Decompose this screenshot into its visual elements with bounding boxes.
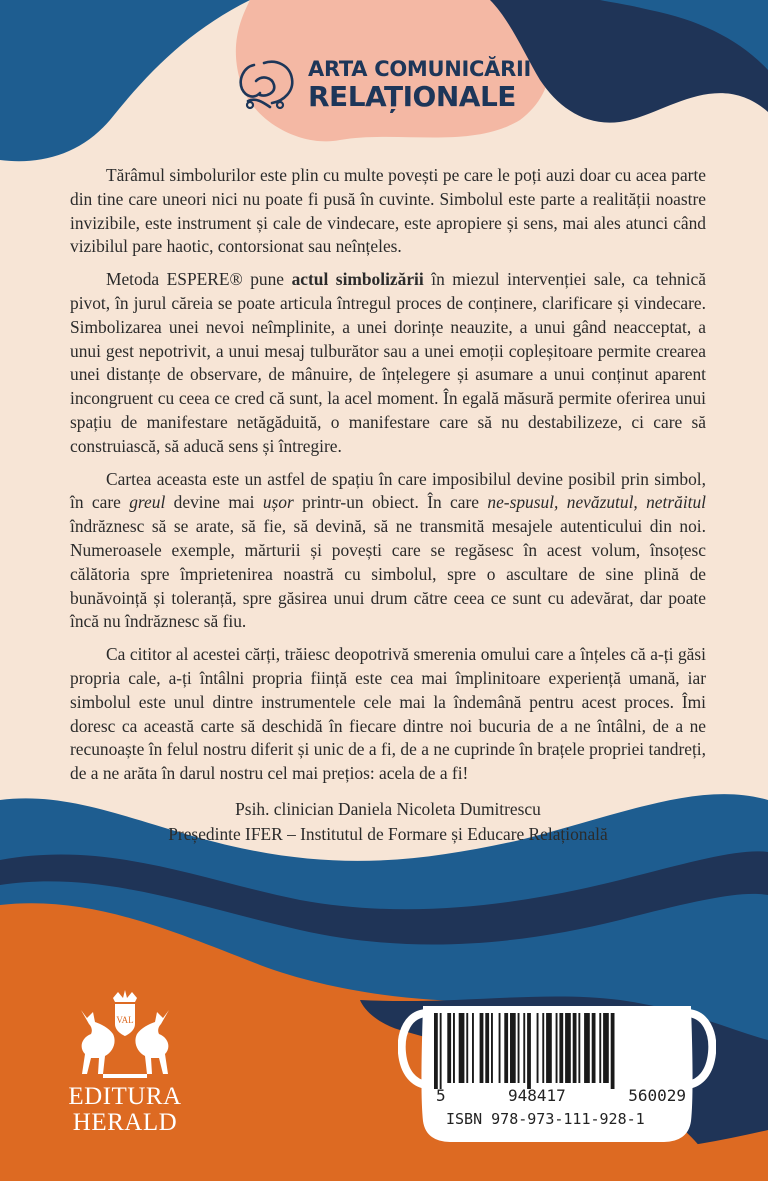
barcode-bar [499, 1013, 501, 1083]
barcode-bar [611, 1013, 615, 1089]
signature-title: Președinte IFER – Institutul de Formare și Educare Relațională [168, 824, 608, 844]
barcode-digit-group-2: 948417 [508, 1086, 566, 1105]
publisher-logo [62, 990, 188, 1136]
barcode-bar [603, 1013, 609, 1083]
barcode-digit-group-3: 560029 [628, 1086, 686, 1105]
barcode-bar [573, 1013, 577, 1083]
barcode-bar [491, 1013, 493, 1083]
barcode-bar [518, 1013, 520, 1083]
barcode-bar [584, 1013, 590, 1083]
barcode-bar [485, 1013, 489, 1083]
series-title-line1: ARTA COMUNICĂRII [308, 57, 532, 81]
barcode-bar [504, 1013, 508, 1083]
isbn-number: ISBN 978-973-111-928-1 [446, 1110, 645, 1128]
barcode-bar [599, 1013, 601, 1083]
paragraph-2: Metoda ESPERE® pune actul simbolizării în miezul intervenției sale, ca tehnică pivot, în jurul căreia se poate articula întregul proces de conținere, clarificare și vindecare. Simbolizarea unei nevoi neîmplinite, a unei dorințe neauzite, a unui gând neacceptat, a unui gest nepotrivit, a unui mesaj tulburător sau a unei emoții copleșitoare permite crearea unei distanțe de observare, de mânuire, de înțelegere și asumare a unui conținut aparent incongruent cu ceea ce cred că sunt, la acel moment. În egală măsură permite oferirea unui spațiu de manifestare netăgăduită, o manifestare care să nu destabilizeze, ci care să construiască, să aducă sens și întregire. [70, 269, 706, 456]
paragraph-4: Ca cititor al acestei cărți, trăiesc deopotrivă smerenia omului care a înțeles că a-ți găsi propria cale, a-ți întâlni propria ființă este cea mai împlinitoare experiență umană, iar simbolul este unul dintre instrumentele cele mai la îndemână pentru acest proces. Îmi doresc ca această carte să deschidă în fiecare dintre noi bucuria de a ne întâlni, de a ne recunoaște în felul nostru diferit și unic de a fi, de a ne cuprinde în brațele propriei tandreți, de a ne arăta în darul nostru cel mai prețios: acela de a fi! [70, 644, 706, 784]
barcode-bar [546, 1013, 552, 1083]
paragraph-1: Tărâmul simbolurilor este plin cu multe povești pe care le poți auzi doar cu acea parte din tine care uneori nici nu poate fi pusă în cuvinte. Simbolul este parte a realității noastre invizibile, este instrument și cale de vindecare, este apropiere și sens, mai ales atunci când vizibilul pare haotic, contorsionat sau neînțeles. [70, 165, 706, 257]
barcode-bar [453, 1013, 455, 1083]
paragraph-3: Cartea aceasta este un astfel de spațiu în care imposibilul devine posibil prin simbol, în care greul devine mai ușor printr-un obiect. În care ne-spusul, nevăzutul, netrăitul îndrăznesc să se arate, să fie, să devină, să ne transmită mesajele autenticului din noi. Numeroasele exemple, mărturii și povești care se regăsesc în acest volum, însoțesc călătoria spre împrietenirea noastră cu simbolul, spre o ascultare de sine plină de bunăvoință și toleranță, spre găsirea unui drum către ceea ce sunt cu adevărat, dar poate încă nu îndrăznesc să fiu. [70, 468, 707, 632]
series-title-line2: RELAȚIONALE [308, 80, 516, 113]
barcode-bar [472, 1013, 474, 1083]
series-header [236, 57, 531, 113]
publisher-name-line1: EDITURA [68, 1083, 182, 1110]
publisher-name-line2: HERALD [72, 1109, 178, 1136]
signature-name: Psih. clinician Daniela Nicoleta Dumitrescu [235, 799, 541, 819]
embracing-figure-icon [236, 57, 300, 113]
barcode-bar [447, 1013, 451, 1083]
signature [70, 797, 706, 847]
barcode-digit-group-1: 5 [436, 1086, 446, 1105]
barcode-bar [565, 1013, 571, 1083]
barcode-bar [542, 1013, 544, 1083]
barcode-bar [559, 1013, 563, 1083]
barcode-bar [510, 1013, 516, 1083]
barcode-bar [537, 1013, 539, 1083]
barcode-bar [527, 1013, 531, 1089]
barcode-bar [578, 1013, 580, 1083]
barcode-bar [592, 1013, 596, 1083]
barcode-bars [434, 1013, 615, 1089]
barcode-bar [480, 1013, 484, 1083]
back-cover-text [70, 164, 706, 795]
barcode-digits [436, 1086, 686, 1105]
barcode-bar [459, 1013, 465, 1083]
barcode-mug [398, 1003, 716, 1145]
bold-phrase: actul simbolizării [291, 269, 424, 290]
barcode-bar [434, 1013, 438, 1089]
barcode-bar [523, 1013, 525, 1083]
svg-text:VAL: VAL [116, 1015, 134, 1025]
barcode-bar [556, 1013, 558, 1083]
two-deer-crest-icon [73, 990, 177, 1082]
barcode-bar [466, 1013, 468, 1083]
barcode-bar [440, 1013, 442, 1089]
